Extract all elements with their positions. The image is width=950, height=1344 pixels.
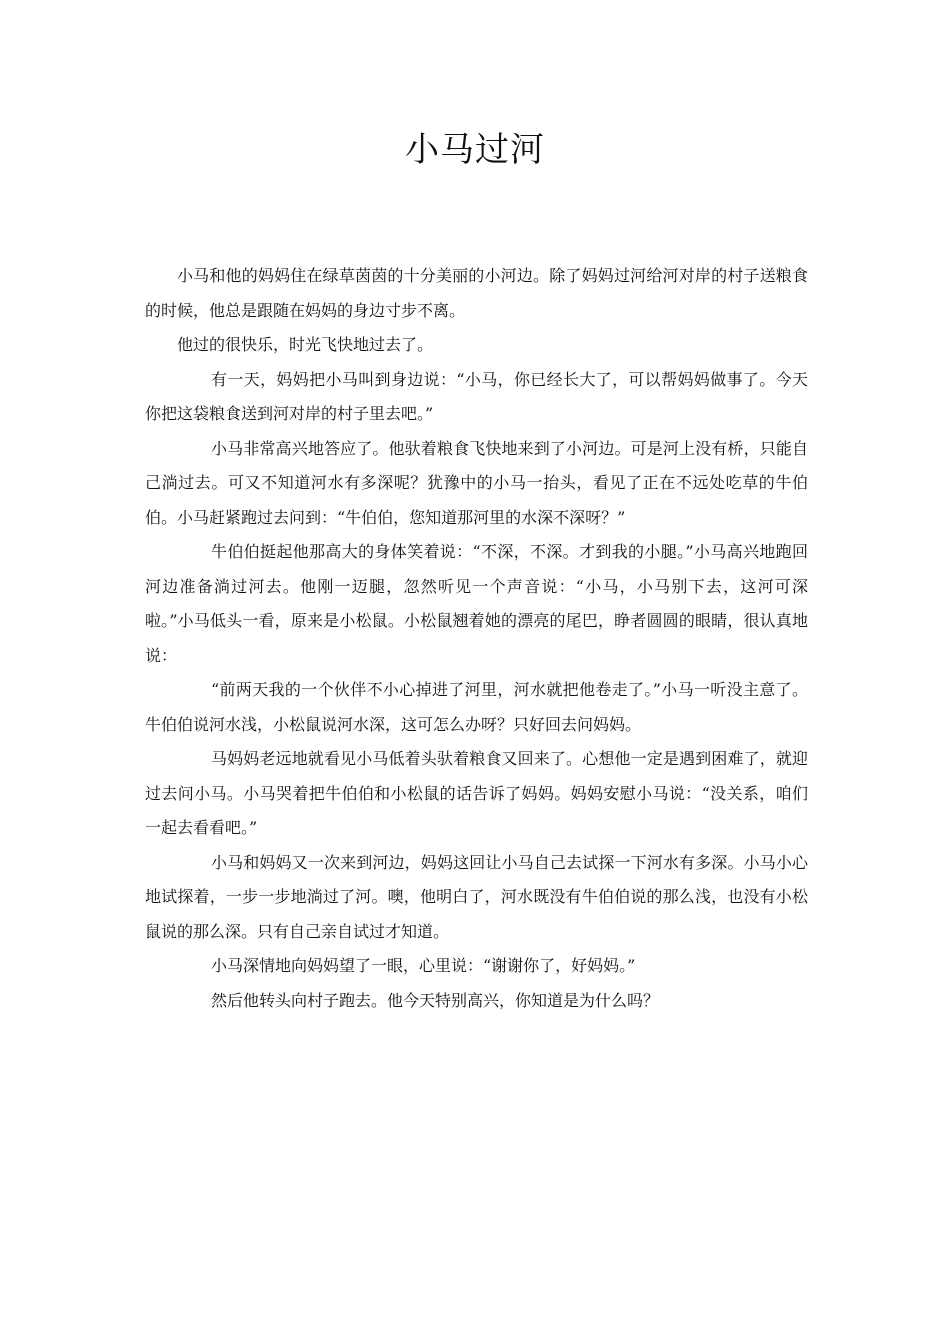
paragraph-7: 马妈妈老远地就看见小马低着头驮着粮食又回来了。心想他一定是遇到困难了，就迎过去问小马。小马哭着把牛伯伯和小松鼠的话告诉了妈妈。妈妈安慰小马说：“没关系，咱们一起去看看吧。” (145, 749, 808, 837)
paragraph-4: 小马非常高兴地答应了。他驮着粮食飞快地来到了小河边。可是河上没有桥，只能自己淌过去。可又不知道河水有多深呢？犹豫中的小马一抬头，看见了正在不远处吃草的牛伯伯。小马赶紧跑过去问到：“牛伯伯，您知道那河里的水深不深呀？” (145, 438, 808, 527)
paragraph-5: 牛伯伯挺起他那高大的身体笑着说：“不深，不深。才到我的小腿。”小马高兴地跑回河边准备淌过河去。他刚一迈腿，忽然听见一个声音说：“小马，小马别下去，这河可深啦。”小马低头一看，原来是小松鼠。小松鼠翘着她的漂亮的尾巴，睁者圆圆的眼睛，很认真地说： (145, 542, 808, 665)
paragraph-2: 他过的很快乐，时光飞快地过去了。 (177, 335, 434, 354)
document-title: 小马过河 (405, 130, 545, 170)
paragraph-1: 小马和他的妈妈住在绿草茵茵的十分美丽的小河边。除了妈妈过河给河对岸的村子送粮食的时候，他总是跟随在妈妈的身边寸步不离。 (145, 266, 808, 320)
paragraph-3: 有一天，妈妈把小马叫到身边说：“小马，你已经长大了，可以帮妈妈做事了。今天你把这袋粮食送到河对岸的村子里去吧。” (145, 369, 808, 423)
paragraph-6: “前两天我的一个伙伴不小心掉进了河里，河水就把他卷走了。”小马一听没主意了。牛伯伯说河水浅，小松鼠说河水深，这可怎么办呀？只好回去问妈妈。 (145, 680, 808, 734)
document-body (145, 259, 808, 1018)
paragraph-9: 小马深情地向妈妈望了一眼，心里说：“谢谢你了，好妈妈。” (211, 956, 636, 975)
paragraph-10: 然后他转头向村子跑去。他今天特别高兴，你知道是为什么吗？ (211, 990, 660, 1010)
paragraph-8: 小马和妈妈又一次来到河边，妈妈这回让小马自己去试探一下河水有多深。小马小心地试探着，一步一步地淌过了河。噢，他明白了，河水既没有牛伯伯说的那么浅，也没有小松鼠说的那么深。只有自己亲自试过才知道。 (145, 852, 808, 941)
